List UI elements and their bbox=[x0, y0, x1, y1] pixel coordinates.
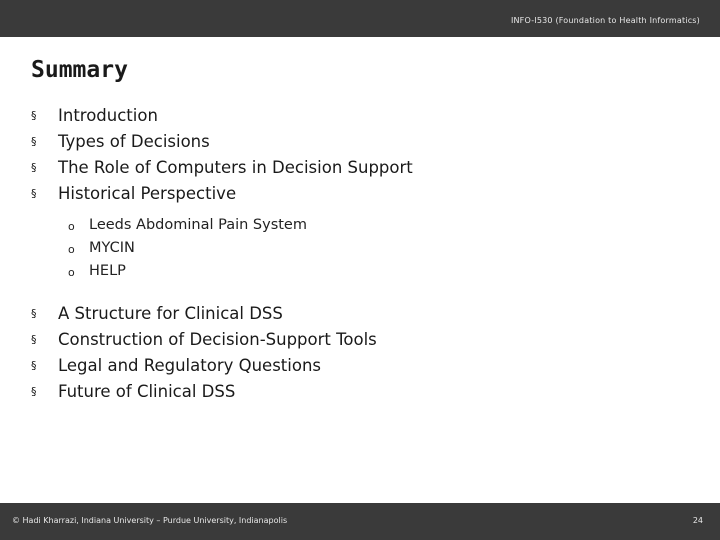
footer-copyright: © Hadi Kharrazi, Indiana University – Purdue University, Indianapolis bbox=[12, 516, 288, 525]
list-item-label: The Role of Computers in Decision Support bbox=[58, 158, 413, 177]
list-item-label: Types of Decisions bbox=[58, 132, 210, 151]
bullet-icon: § bbox=[31, 333, 37, 346]
bullet-icon: § bbox=[31, 307, 37, 320]
sub-list-item bbox=[68, 260, 307, 283]
sub-list-item-label: Leeds Abdominal Pain System bbox=[89, 217, 307, 233]
list-item-label: Future of Clinical DSS bbox=[58, 382, 236, 401]
sub-list-item-label: HELP bbox=[89, 263, 126, 279]
list-item-label: A Structure for Clinical DSS bbox=[58, 304, 283, 323]
bullet-icon: § bbox=[31, 161, 37, 174]
sub-list-item bbox=[68, 237, 307, 260]
header-bar bbox=[0, 0, 720, 37]
list-item bbox=[31, 103, 413, 129]
bullet-list-bottom bbox=[31, 301, 377, 405]
page-number: 24 bbox=[692, 516, 703, 525]
course-label: INFO-I530 (Foundation to Health Informatics) bbox=[510, 16, 700, 25]
list-item bbox=[31, 379, 377, 405]
list-item bbox=[31, 181, 413, 207]
circle-bullet-icon: o bbox=[68, 266, 75, 279]
bullet-icon: § bbox=[31, 109, 37, 122]
sub-list-item bbox=[68, 214, 307, 237]
list-item bbox=[31, 301, 377, 327]
circle-bullet-icon: o bbox=[68, 220, 75, 233]
list-item-label: Introduction bbox=[58, 106, 158, 125]
bullet-icon: § bbox=[31, 385, 37, 398]
bullet-icon: § bbox=[31, 135, 37, 148]
list-item-label: Construction of Decision-Support Tools bbox=[58, 330, 377, 349]
bullet-icon: § bbox=[31, 359, 37, 372]
slide-title: Summary bbox=[31, 57, 128, 83]
list-item-label: Historical Perspective bbox=[58, 184, 237, 203]
list-item bbox=[31, 129, 413, 155]
circle-bullet-icon: o bbox=[68, 243, 75, 256]
list-item bbox=[31, 353, 377, 379]
list-item-label: Legal and Regulatory Questions bbox=[58, 356, 322, 375]
footer-bar bbox=[0, 503, 720, 540]
list-item bbox=[31, 327, 377, 353]
sub-list-item-label: MYCIN bbox=[89, 240, 135, 256]
sub-bullet-list bbox=[68, 214, 307, 283]
bullet-icon: § bbox=[31, 187, 37, 200]
bullet-list-top bbox=[31, 103, 413, 207]
list-item bbox=[31, 155, 413, 181]
